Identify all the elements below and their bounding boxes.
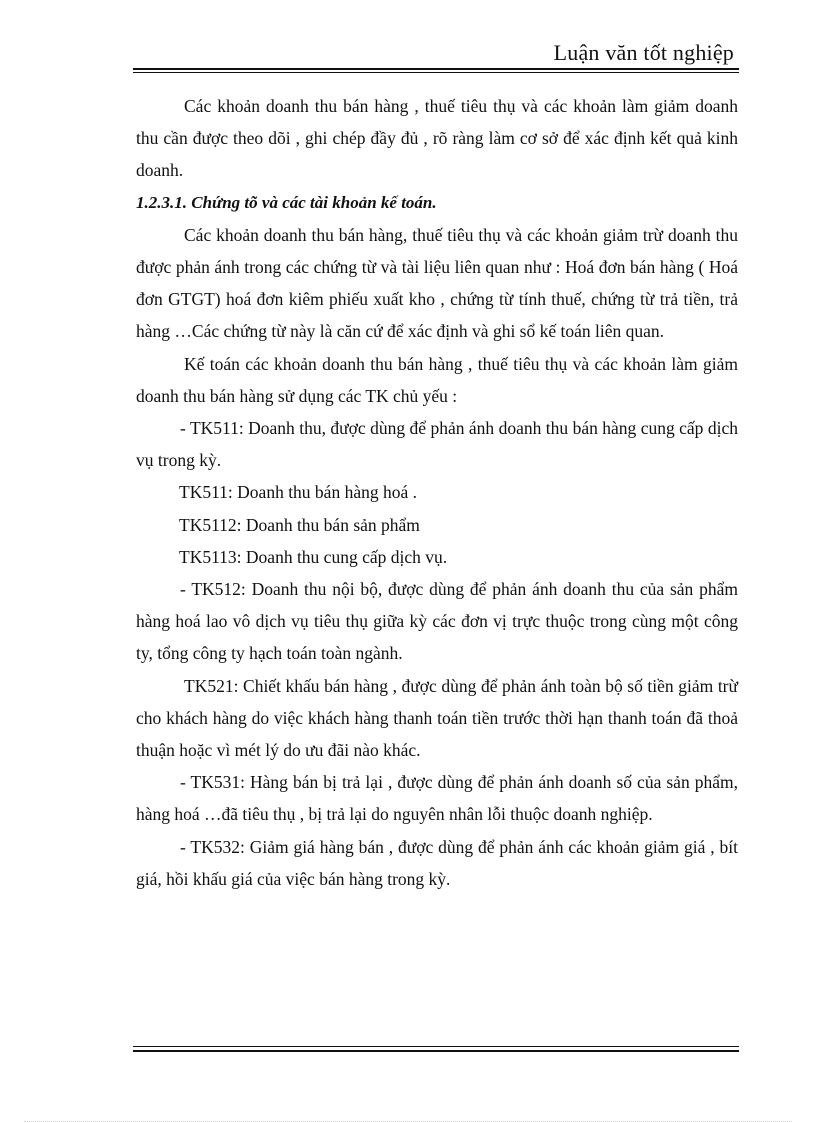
sub-item-tk511: TK511: Doanh thu bán hàng hoá .: [179, 482, 417, 503]
paragraph-revenue-tracking: Các khoản doanh thu bán hàng , thuế tiêu thụ và các khoản làm giảm doanh thu cần được theo dõi , ghi chép đầy đủ , rõ ràng làm cơ sở để xác định kết quả kinh doanh.: [136, 96, 738, 181]
paragraph-tk511: - TK511: Doanh thu, được dùng để phản ánh doanh thu bán hàng cung cấp dịch vụ trong kỳ.: [136, 418, 738, 471]
page-edge-divider: [24, 1121, 792, 1122]
paragraph-tk532: - TK532: Giảm giá hàng bán , được dùng để phản ánh các khoản giảm giá , bít giá, hồi khấu giá của việc bán hàng trong kỳ.: [136, 836, 738, 889]
section-heading: 1.2.3.1. Chứng tõ và các tài khoản kế toán.: [136, 192, 437, 212]
paragraph-tk512: - TK512: Doanh thu nội bộ, được dùng để phản ánh doanh thu của sản phẩm hàng hoá lao vô dịch vụ tiêu thụ giữa kỳ các đơn vị trực thuộc trong cùng một công ty, tổng công ty hạch toán toàn ngành.: [136, 579, 738, 664]
paragraph-tk521: TK521: Chiết khấu bán hàng , được dùng để phản ánh toàn bộ số tiền giảm trừ cho khách hàng do việc khách hàng thanh toán tiền trước thời hạn thanh toán đã thoả thuận hoặc vì mét lý do ưu đãi nào khác.: [136, 675, 738, 761]
footer-rule: [133, 1046, 739, 1052]
paragraph-documents: Các khoản doanh thu bán hàng, thuế tiêu thụ và các khoản giảm trừ doanh thu được phản ánh trong các chứng từ và tài liệu liên quan như : Hoá đơn bán hàng ( Hoá đơn GTGT) hoá đơn kiêm phiếu xuất kho , chứng từ tính thuế, chứng từ trả tiền, trả hàng …Các chứng từ này là căn cứ để xác định và ghi sổ kế toán liên quan.: [136, 224, 738, 342]
paragraph-accounts-intro: Kế toán các khoản doanh thu bán hàng , thuế tiêu thụ và các khoản làm giảm doanh thu bán hàng sử dụng các TK chủ yếu :: [136, 353, 738, 406]
sub-item-tk5113: TK5113: Doanh thu cung cấp dịch vụ.: [179, 546, 448, 567]
header-rule: [133, 68, 739, 73]
page-header-title: Luận văn tốt nghiệp: [553, 40, 734, 65]
sub-item-tk5112: TK5112: Doanh thu bán sản phẩm: [179, 514, 420, 535]
document-body: [136, 90, 738, 895]
paragraph-tk531: - TK531: Hàng bán bị trả lại , được dùng để phản ánh doanh số của sản phẩm, hàng hoá …đã tiêu thụ , bị trả lại do nguyên nhân lỗi thuộc doanh nghiệp.: [136, 772, 738, 825]
